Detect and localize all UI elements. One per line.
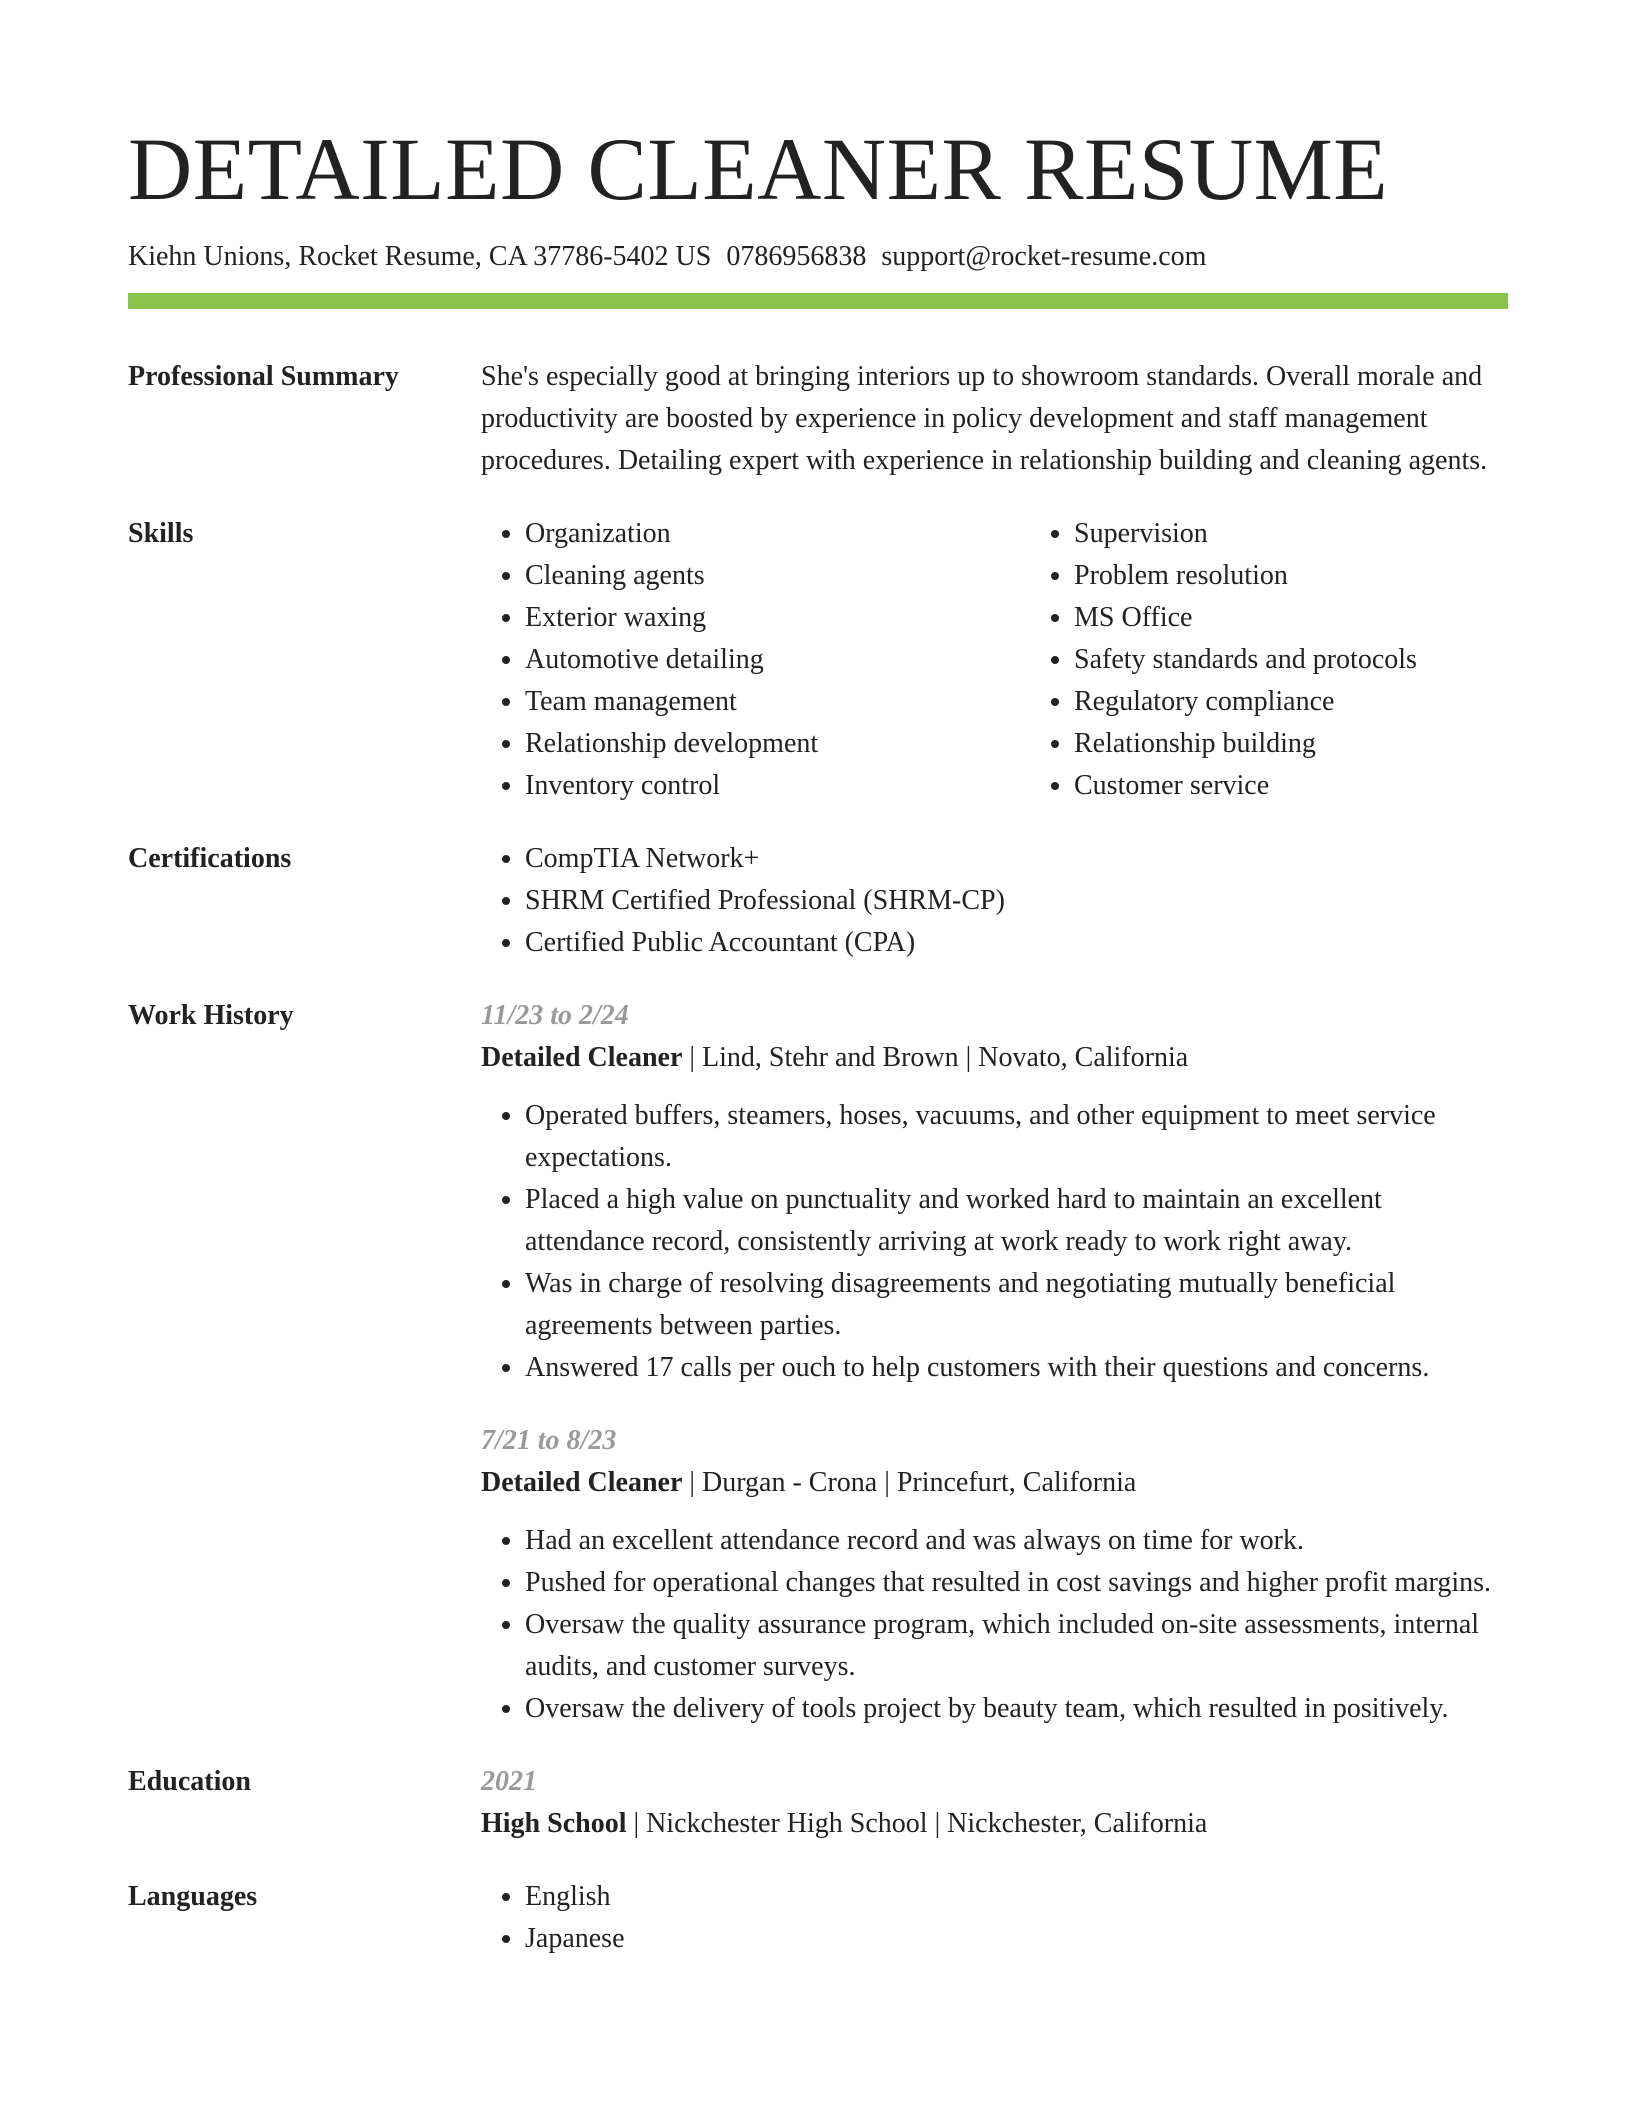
languages-list [481, 1876, 1508, 1960]
list-item: • Had an excellent attendance record and was always on time for work. [525, 1520, 1508, 1562]
job-bullets [481, 1520, 1508, 1730]
list-item: • Customer service [1074, 765, 1574, 807]
education-year: 2021 [481, 1766, 537, 1797]
list-item: • MS Office [1074, 597, 1574, 639]
summary-section [128, 356, 1508, 482]
contact-phone: 0786956838 [726, 241, 867, 272]
list-item: • Inventory control [525, 765, 1030, 807]
list-item: • Answered 17 calls per ouch to help customers with their questions and concerns. [525, 1347, 1508, 1389]
section-label-education: Education [128, 1766, 251, 1797]
list-item: • Oversaw the delivery of tools project by beauty team, which resulted in positively. [525, 1688, 1508, 1730]
job-title: Detailed Cleaner [481, 1467, 683, 1498]
skills-list-left [481, 513, 1030, 807]
list-item: • Relationship building [1074, 723, 1574, 765]
education-details: | Nickchester High School | Nickchester, California [626, 1808, 1208, 1839]
certifications-list [481, 838, 1508, 964]
list-item: • Automotive detailing [525, 639, 1030, 681]
list-item: • English [525, 1876, 1508, 1918]
list-item: • Certified Public Accountant (CPA) [525, 922, 1508, 964]
list-item: • Placed a high value on punctuality and worked hard to maintain an excellent attendance record, consistently arriving at work ready to work right away. [525, 1179, 1508, 1263]
list-item: • Problem resolution [1074, 555, 1574, 597]
accent-divider [128, 293, 1508, 309]
skills-list-right [1030, 513, 1574, 807]
list-item: • Regulatory compliance [1074, 681, 1574, 723]
job-bullets [481, 1095, 1508, 1389]
skills-grid [481, 513, 1574, 807]
skills-section [128, 513, 1508, 807]
list-item: • Japanese [525, 1918, 1508, 1960]
list-item: • SHRM Certified Professional (SHRM-CP) [525, 880, 1508, 922]
list-item: • Supervision [1074, 513, 1574, 555]
section-label-skills: Skills [128, 518, 194, 549]
resume-page [128, 118, 1508, 1960]
languages-section [128, 1876, 1508, 1960]
list-item: • Was in charge of resolving disagreements and negotiating mutually beneficial agreements between parties. [525, 1263, 1508, 1347]
certifications-section [128, 838, 1508, 964]
job-dates: 7/21 to 8/23 [481, 1425, 617, 1456]
job-dates: 11/23 to 2/24 [481, 1000, 629, 1031]
contact-line [128, 240, 1508, 274]
job-entry [481, 1420, 1508, 1730]
list-item: • Safety standards and protocols [1074, 639, 1574, 681]
job-heading [481, 1037, 1508, 1079]
education-heading [481, 1803, 1508, 1845]
section-label-work-history: Work History [128, 1000, 294, 1031]
list-item: • Oversaw the quality assurance program, which included on-site assessments, internal audits, and customer surveys. [525, 1604, 1508, 1688]
work-history-section [128, 995, 1508, 1730]
job-heading [481, 1462, 1508, 1504]
list-item: • Operated buffers, steamers, hoses, vacuums, and other equipment to meet service expectations. [525, 1095, 1508, 1179]
resume-title: DETAILED CLEANER RESUME [128, 121, 1389, 219]
list-item: • CompTIA Network+ [525, 838, 1508, 880]
list-item: • Pushed for operational changes that resulted in cost savings and higher profit margins. [525, 1562, 1508, 1604]
section-label-summary: Professional Summary [128, 361, 399, 392]
section-label-certifications: Certifications [128, 843, 292, 874]
job-entry [481, 995, 1508, 1389]
list-item: • Organization [525, 513, 1030, 555]
contact-email: support@rocket-resume.com [881, 241, 1207, 272]
contact-address: Kiehn Unions, Rocket Resume, CA 37786-5402 US [128, 241, 712, 272]
job-details: | Durgan - Crona | Princefurt, California [682, 1467, 1137, 1498]
education-section [128, 1761, 1508, 1845]
summary-text: She's especially good at bringing interiors up to showroom standards. Overall morale and productivity are boosted by experience in policy development and staff management procedures. Detailing expert with experience in relationship building and cleaning agents. [481, 361, 1488, 476]
job-title: Detailed Cleaner [481, 1042, 683, 1073]
education-degree: High School [481, 1808, 627, 1839]
job-details: | Lind, Stehr and Brown | Novato, California [682, 1042, 1189, 1073]
section-label-languages: Languages [128, 1881, 258, 1912]
list-item: • Team management [525, 681, 1030, 723]
list-item: • Relationship development [525, 723, 1030, 765]
list-item: • Exterior waxing [525, 597, 1030, 639]
list-item: • Cleaning agents [525, 555, 1030, 597]
